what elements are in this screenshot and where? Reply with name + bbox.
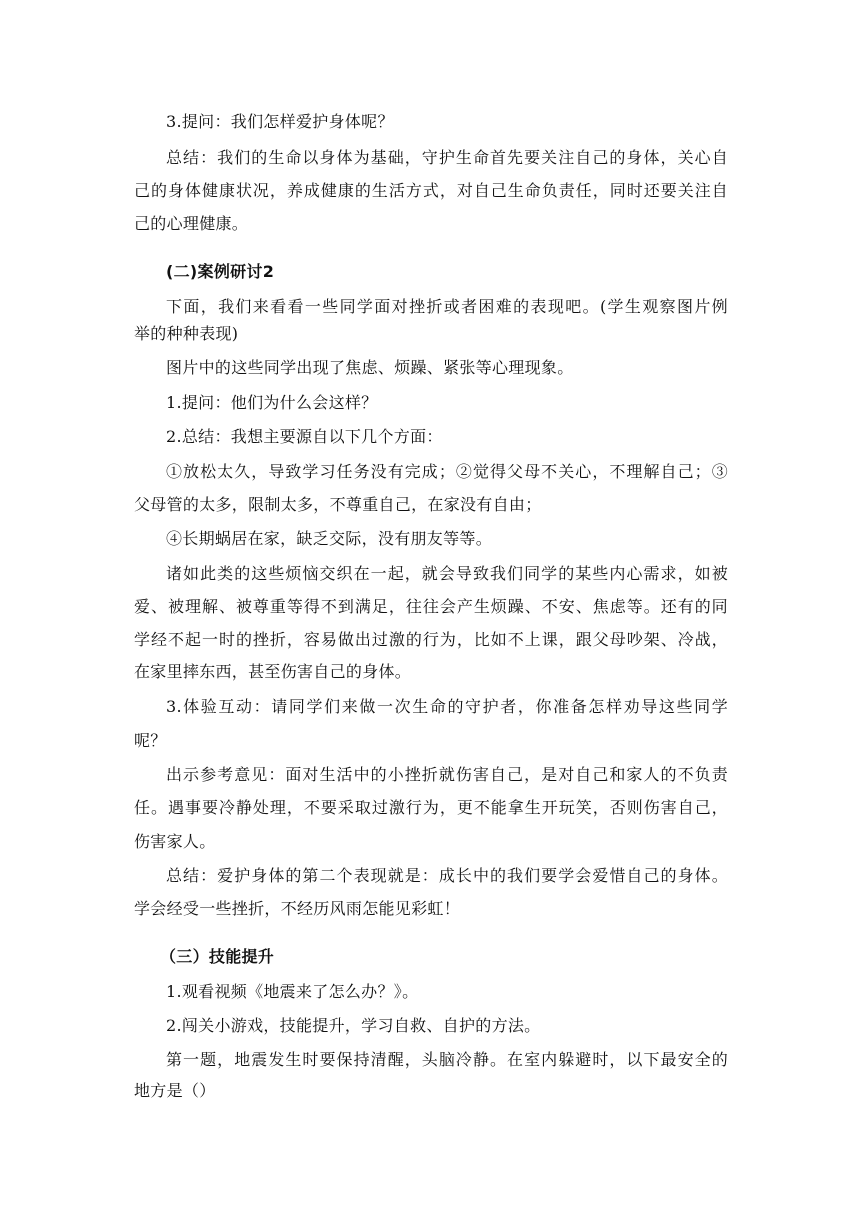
list-item-line: 父母管的太多，限制太多，不尊重自己，在家没有自由； — [134, 495, 542, 514]
interaction-line: 3.体验互动：请同学们来做一次生命的守护者，你准备怎样劝导这些同学 — [166, 697, 728, 716]
section-heading-case-study-2: (二)案例研讨2 — [166, 262, 275, 281]
section-heading-skill-improvement: （三）技能提升 — [160, 947, 275, 966]
paragraph-line: 爱、被理解、被尊重等得不到满足，往往会产生烦躁、不安、焦虑等。还有的同 — [134, 597, 728, 616]
summary-line: 总结：爱护身体的第二个表现就是：成长中的我们要学会爱惜自己的身体。 — [166, 866, 728, 885]
summary-paragraph-line: 己的身体健康状况，养成健康的生活方式，对自己生命负责任，同时还要关注自 — [134, 181, 728, 200]
summary-paragraph-line: 总结：我们的生命以身体为基础，守护生命首先要关注自己的身体，关心自 — [166, 148, 728, 167]
summary-line: 学会经受一些挫折，不经历风雨怎能见彩虹！ — [134, 899, 461, 918]
step-line: 2.闯关小游戏，技能提升，学习自救、自护的方法。 — [166, 1016, 541, 1035]
question-line: 第一题，地震发生时要保持清醒，头脑冷静。在室内躲避时，以下最安全的 — [166, 1050, 728, 1069]
question-line: 3.提问：我们怎样爱护身体呢？ — [166, 112, 394, 131]
question-line: 地方是（） — [134, 1081, 216, 1100]
list-item-line: ①放松太久，导致学习任务没有完成；②觉得父母不关心，不理解自己；③ — [166, 462, 728, 481]
paragraph-line: 学经不起一时的挫折，容易做出过激的行为，比如不上课，跟父母吵架、冷战， — [134, 630, 728, 649]
question-line: 1.提问：他们为什么会这样？ — [166, 393, 378, 412]
paragraph-line: 举的种种表现) — [134, 324, 239, 343]
reference-opinion-line: 任。遇事要冷静处理，不要采取过激行为，更不能拿生开玩笑，否则伤害自己， — [134, 798, 728, 817]
reference-opinion-line: 伤害家人。 — [134, 832, 216, 851]
list-item-line: ④长期蜗居在家，缺乏交际，没有朋友等等。 — [166, 529, 493, 548]
paragraph-line: 下面，我们来看看一些同学面对挫折或者困难的表现吧。(学生观察图片例 — [166, 297, 728, 316]
paragraph-line: 诸如此类的这些烦恼交织在一起，就会导致我们同学的某些内心需求，如被 — [166, 564, 728, 583]
summary-line: 2.总结：我想主要源自以下几个方面： — [166, 427, 443, 446]
interaction-line: 呢？ — [134, 731, 167, 750]
paragraph-line: 图片中的这些同学出现了焦虑、烦躁、紧张等心理现象。 — [166, 358, 574, 377]
paragraph-line: 在家里摔东西，甚至伤害自己的身体。 — [134, 662, 412, 681]
reference-opinion-line: 出示参考意见：面对生活中的小挫折就伤害自己，是对自己和家人的不负责 — [166, 765, 728, 784]
step-line: 1.观看视频《地震来了怎么办？》。 — [166, 982, 419, 1001]
summary-paragraph-line: 己的心理健康。 — [134, 214, 249, 233]
